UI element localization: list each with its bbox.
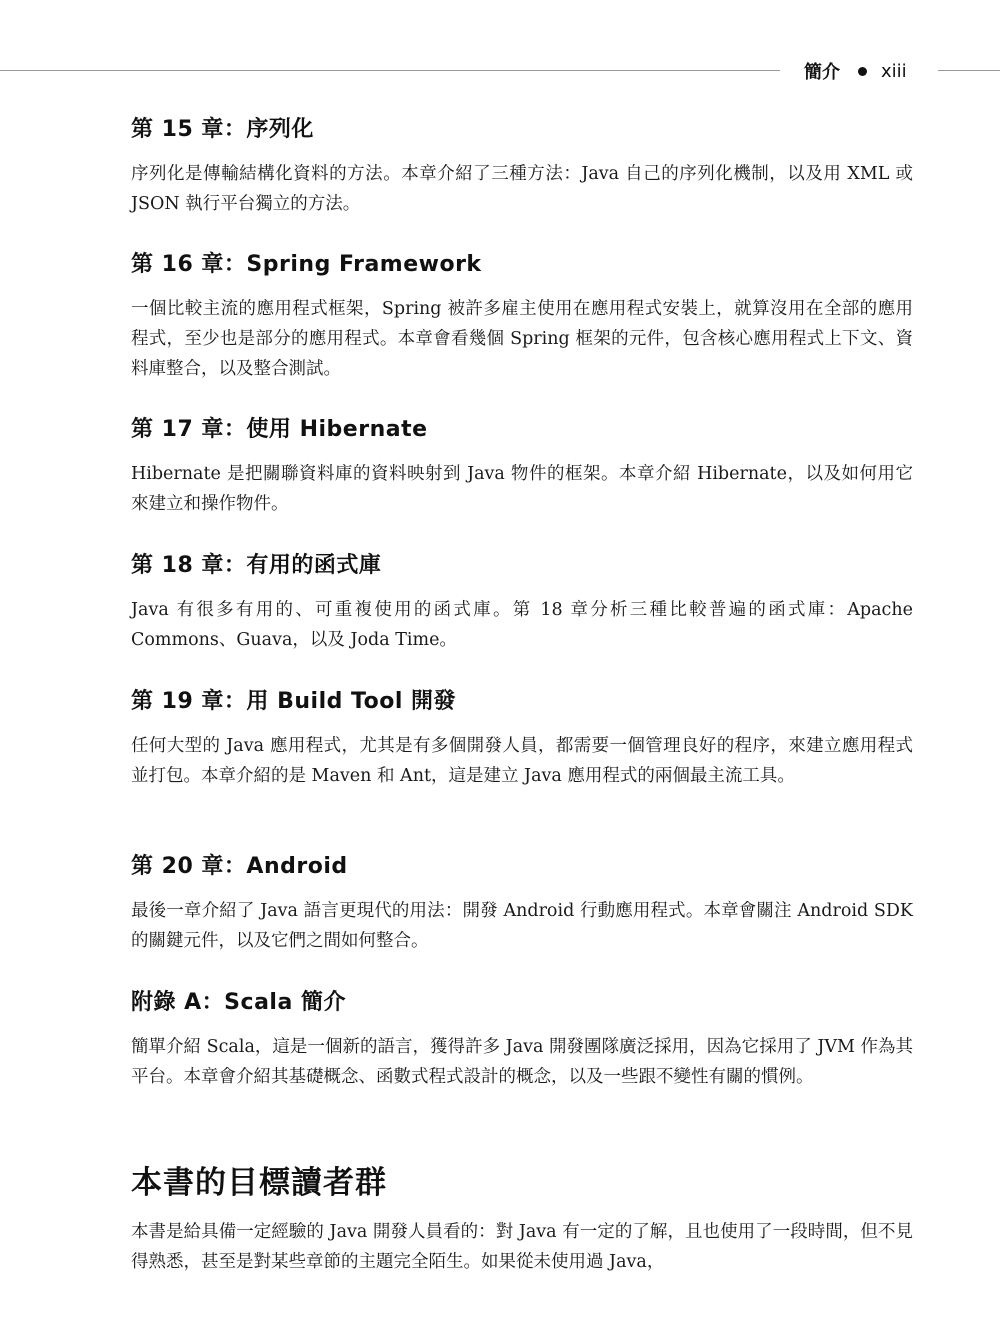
appendix-a-body: 簡單介紹 Scala，這是一個新的語言，獲得許多 Java 開發團隊廣泛採用，因為它採用了 JVM 作為其平台。本章會介紹其基礎概念、函數式程式設計的概念，以及一些跟不變性有關的慣例。 <box>131 1037 913 1087</box>
chapter-19-section <box>131 687 913 791</box>
page-number: xiii <box>881 60 907 82</box>
appendix-a-heading: 附錄 A：Scala 簡介 <box>131 990 346 1015</box>
chapter-16-heading: 第 16 章：Spring Framework <box>131 252 482 277</box>
chapter-17-section <box>131 415 913 519</box>
target-audience-heading: 本書的目標讀者群 <box>131 1165 387 1201</box>
running-header-title: 簡介 <box>804 62 840 83</box>
chapter-20-section <box>131 852 913 956</box>
chapter-19-body: 任何大型的 Java 應用程式，尤其是有多個開發人員，都需要一個管理良好的程序，來建立應用程式並打包。本章介紹的是 Maven 和 Ant，這是建立 Java 應用程式的兩個最主流工具。 <box>131 736 913 786</box>
target-audience-section <box>131 1163 913 1277</box>
chapter-19-heading: 第 19 章：用 Build Tool 開發 <box>131 689 457 714</box>
chapter-18-section <box>131 551 913 655</box>
chapter-16-section <box>131 250 913 384</box>
appendix-a-section <box>131 988 913 1092</box>
chapter-16-body: 一個比較主流的應用程式框架，Spring 被許多雇主使用在應用程式安裝上，就算沒用在全部的應用程式，至少也是部分的應用程式。本章會看幾個 Spring 框架的元件，包含核心應用程式上下文、資料庫整合，以及整合測試。 <box>131 299 913 379</box>
chapter-18-body: Java 有很多有用的、可重複使用的函式庫。第 18 章分析三種比較普遍的函式庫：Apache Commons、Guava，以及 Joda Time。 <box>131 600 913 650</box>
chapter-15-body: 序列化是傳輸結構化資料的方法。本章介紹了三種方法：Java 自己的序列化機制，以及用 XML 或 JSON 執行平台獨立的方法。 <box>131 164 913 214</box>
chapter-17-heading: 第 17 章：使用 Hibernate <box>131 417 428 442</box>
header-rule-right <box>938 70 1000 71</box>
target-audience-body: 本書是給具備一定經驗的 Java 開發人員看的：對 Java 有一定的了解，且也使用了一段時間，但不見得熟悉，甚至是對某些章節的主題完全陌生。如果從未使用過 Java， <box>131 1222 913 1272</box>
chapter-15-section <box>131 115 913 219</box>
bullet-separator-icon <box>858 67 867 76</box>
chapter-18-heading: 第 18 章：有用的函式庫 <box>131 553 382 578</box>
header-rule <box>0 70 780 71</box>
chapter-20-heading: 第 20 章：Android <box>131 854 348 879</box>
chapter-15-heading: 第 15 章：序列化 <box>131 117 314 142</box>
running-header <box>790 58 930 84</box>
chapter-20-body: 最後一章介紹了 Java 語言更現代的用法：開發 Android 行動應用程式。本章會關注 Android SDK 的關鍵元件，以及它們之間如何整合。 <box>131 901 913 951</box>
chapter-17-body: Hibernate 是把關聯資料庫的資料映射到 Java 物件的框架。本章介紹 Hibernate，以及如何用它來建立和操作物件。 <box>131 464 913 514</box>
